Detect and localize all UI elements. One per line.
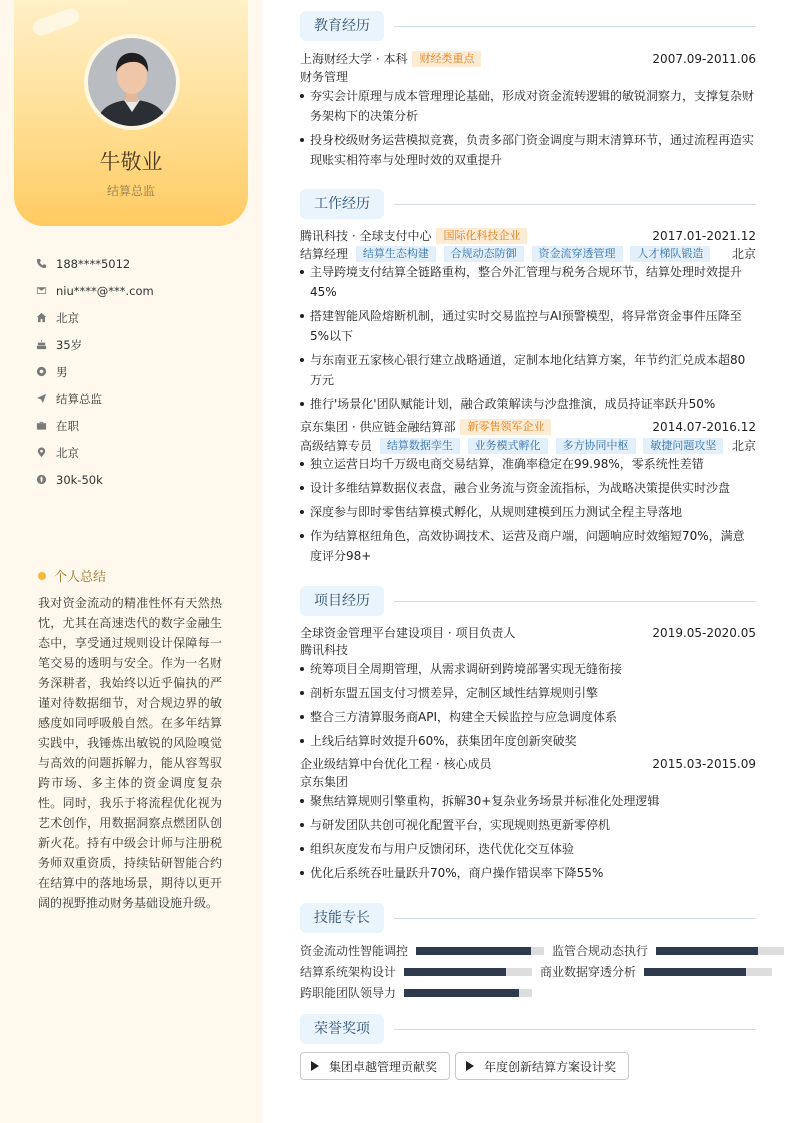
education-major: [300, 68, 756, 86]
list-item: 整合三方清算服务商API，构建全天候监控与应急调度体系: [300, 707, 756, 727]
skill-bar: [404, 989, 532, 997]
section-divider: [394, 1029, 756, 1030]
work-position-row: [300, 437, 756, 455]
section-divider: [394, 26, 756, 27]
project-name: 全球资金管理平台建设项目 · 项目负责人: [300, 626, 516, 640]
skill-name: 结算系统架构设计: [300, 965, 397, 979]
skill-bar-fill: [656, 947, 758, 955]
contact-text: 北京: [56, 445, 79, 460]
profile-header: [14, 0, 248, 226]
list-item: 上线后结算时效提升60%，获集团年度创新突破奖: [300, 731, 756, 751]
skill-item: [540, 963, 772, 980]
list-item: 夯实会计原理与成本管理理论基础，形成对资金流转逻辑的敏锐洞察力，支撑复杂财务架构下的决策分析: [300, 86, 756, 126]
skill-name: 跨职能团队领导力: [300, 986, 397, 1000]
position-name: 结算经理: [300, 247, 349, 261]
summary-text: 我对资金流动的精准性怀有天然热忱，尤其在高速迭代的数字金融生态中，享受通过规则设计保障每一笔交易的透明与安全。作为一名财务深耕者，我始终以近乎偏执的严谨对待数据细节，对合规边界的敏感度如同呼吸般自然。在多年结算实践中，我锤炼出敏锐的风险嗅觉与高效的问题拆解力，能从容驾驭跨市场、多主体的资金调度复杂性。同时，我乐于将流程优化视为艺术创作，用数据洞察点燃团队创新火花。持有中级会计师与注册税务师双重资质，持续钻研智能合约在结算中的落地场景，期待以更开阔的视野推动财务基础设施升级。: [38, 596, 222, 910]
skill-tag: 敏捷问题攻坚: [643, 438, 723, 454]
contact-text: 30k-50k: [56, 472, 103, 487]
skill-name: 资金流动性智能调控: [300, 944, 409, 958]
work-city: 北京: [731, 439, 756, 453]
skill-bar: [404, 968, 532, 976]
contact-list: [36, 250, 246, 493]
project-header: [300, 624, 756, 642]
skill-tag: 人才梯队锻造: [630, 246, 710, 262]
section-divider: [394, 204, 756, 205]
work-period: 2017.01-2021.12: [652, 229, 756, 243]
award-name: 集团卓越管理贡献奖: [329, 1059, 438, 1074]
play-triangle-icon: [311, 1061, 319, 1071]
project-period: 2015.03-2015.09: [652, 757, 756, 771]
award-name: 年度创新结算方案设计奖: [484, 1059, 617, 1074]
section-awards: [300, 1014, 756, 1044]
section-title: 工作经历: [300, 189, 384, 219]
section-work: [300, 189, 756, 219]
list-item: 独立运营日均千万级电商交易结算，准确率稳定在99.98%，零系统性差错: [300, 454, 756, 474]
contact-text: 188****5012: [56, 256, 131, 271]
list-item: 与东南亚五家核心银行建立战略通道，定制本地化结算方案，年节约汇兑成本超80万元: [300, 350, 756, 390]
skill-name: 监管合规动态执行: [552, 944, 649, 958]
briefcase-icon: [36, 420, 56, 432]
gender-icon: [36, 366, 56, 378]
work-header: [300, 227, 756, 245]
contact-phone: [36, 250, 246, 277]
contact-text: 结算总监: [56, 391, 102, 406]
skill-bar-fill: [404, 968, 506, 976]
candidate-title: 结算总监: [106, 184, 155, 198]
company-tag: 新零售领军企业: [460, 419, 551, 435]
project-org: [300, 773, 756, 791]
work-header: [300, 418, 756, 436]
list-item: 深度参与即时零售结算模式孵化，从规则建模到压力测试全程主导落地: [300, 502, 756, 522]
award-item: [300, 1052, 450, 1080]
home-icon: [36, 312, 56, 324]
school-tag: 财经类重点: [412, 51, 481, 67]
contact-text: niu****@***.com: [56, 283, 154, 298]
list-item: 优化后系统吞吐量跃升70%，商户操作错误率下降55%: [300, 863, 756, 883]
skill-row: [300, 961, 790, 982]
position-name: 高级结算专员: [300, 439, 373, 453]
salary-icon: [36, 474, 56, 486]
section-title: 教育经历: [300, 11, 384, 41]
skill-item: [300, 984, 532, 1001]
list-item: 统筹项目全周期管理，从需求调研到跨境部署实现无缝衔接: [300, 659, 756, 679]
project-org-name: 腾讯科技: [300, 643, 349, 657]
contact-text: 男: [56, 364, 68, 379]
avatar-frame: [84, 34, 180, 130]
company-name: 腾讯科技 · 全球支付中心: [300, 229, 432, 243]
skill-tag: 结算生态构建: [356, 246, 436, 262]
project-name: 企业级结算中台优化工程 · 核心成员: [300, 757, 492, 771]
skill-bar-fill: [404, 989, 519, 997]
skill-tag: 业务模式孵化: [468, 438, 548, 454]
play-triangle-icon: [466, 1061, 474, 1071]
contact-position: [36, 385, 246, 412]
list-item: 设计多维结算数据仪表盘，融合业务流与资金流指标，为战略决策提供实时沙盘: [300, 478, 756, 498]
avatar: [88, 38, 176, 126]
bullet-dot-icon: [38, 572, 46, 580]
phone-icon: [36, 258, 56, 270]
work-bullets: [300, 454, 756, 570]
summary-heading-text: 个人总结: [54, 570, 107, 585]
section-title: 技能专长: [300, 903, 384, 933]
skill-row: [300, 940, 790, 961]
cake-icon: [36, 339, 56, 351]
skill-tag: 结算数据孪生: [380, 438, 460, 454]
skill-bar: [416, 947, 544, 955]
skill-row: [300, 982, 790, 1003]
contact-text: 北京: [56, 310, 79, 325]
contact-age: [36, 331, 246, 358]
contact-text: 在职: [56, 418, 79, 433]
summary-heading: [38, 566, 106, 585]
project-period: 2019.05-2020.05: [652, 626, 756, 640]
skill-tag: 资金流穿透管理: [532, 246, 623, 262]
project-header: [300, 755, 756, 773]
work-bullets: [300, 262, 756, 418]
section-title: 项目经历: [300, 586, 384, 616]
candidate-name: 牛敬业: [99, 150, 163, 174]
list-item: 组织灰度发布与用户反馈闭环，迭代优化交互体验: [300, 839, 756, 859]
project-bullets: [300, 791, 756, 887]
project-org-name: 京东集团: [300, 775, 349, 789]
section-education: [300, 11, 756, 41]
sidebar: [0, 0, 262, 1123]
section-divider: [394, 601, 756, 602]
work-city: 北京: [731, 247, 756, 261]
mail-icon: [36, 285, 56, 297]
education-bullets: [300, 86, 756, 174]
skill-item: [552, 942, 784, 959]
list-item: 与研发团队共创可视化配置平台，实现规则热更新零停机: [300, 815, 756, 835]
contact-email: [36, 277, 246, 304]
skill-item: [300, 942, 544, 959]
contact-gender: [36, 358, 246, 385]
decorative-pill: [31, 6, 82, 37]
project-bullets: [300, 659, 756, 755]
skill-list: [300, 940, 790, 1003]
project-org: [300, 641, 756, 659]
list-item: 主导跨境支付结算全链路重构，整合外汇管理与税务合规环节，结算处理时效提升45%: [300, 262, 756, 302]
contact-home: [36, 304, 246, 331]
skill-tag: 合规动态防御: [444, 246, 524, 262]
school-name: 上海财经大学 · 本科: [300, 52, 408, 66]
work-position-row: [300, 245, 756, 263]
skill-bar: [644, 968, 772, 976]
list-item: 投身校级财务运营模拟竞赛，负责多部门资金调度与期末清算环节，通过流程再造实现账实相符率与处理时效的双重提升: [300, 130, 756, 170]
skill-bar-fill: [416, 947, 531, 955]
section-skills: [300, 903, 756, 933]
major-name: 财务管理: [300, 70, 349, 84]
contact-text: 35岁: [56, 337, 83, 352]
work-period: 2014.07-2016.12: [652, 420, 756, 434]
list-item: 聚焦结算规则引擎重构，拆解30+复杂业务场景并标准化处理逻辑: [300, 791, 756, 811]
company-name: 京东集团 · 供应链金融结算部: [300, 420, 456, 434]
list-item: 推行'场景化'团队赋能计划，融合政策解读与沙盘推演，成员持证率跃升50%: [300, 394, 756, 414]
avatar-photo: [88, 38, 176, 126]
send-icon: [36, 393, 56, 405]
section-divider: [394, 918, 756, 919]
section-projects: [300, 586, 756, 616]
education-header: [300, 50, 756, 68]
skill-bar: [656, 947, 784, 955]
contact-salary: [36, 466, 246, 493]
skill-tag: 多方协同中枢: [556, 438, 636, 454]
education-period: 2007.09-2011.06: [652, 52, 756, 66]
section-title: 荣誉奖项: [300, 1014, 384, 1044]
contact-city: [36, 439, 246, 466]
skill-item: [300, 963, 532, 980]
skill-name: 商业数据穿透分析: [540, 965, 637, 979]
award-item: [455, 1052, 629, 1080]
list-item: 搭建智能风险熔断机制，通过实时交易监控与AI预警模型，将异常资金事件压降至5%以下: [300, 306, 756, 346]
location-pin-icon: [36, 447, 56, 459]
award-list: [300, 1052, 634, 1080]
skill-bar-fill: [644, 968, 746, 976]
company-tag: 国际化科技企业: [436, 228, 527, 244]
list-item: 作为结算枢纽角色，高效协调技术、运营及商户端，问题响应时效缩短70%，满意度评分98+: [300, 526, 756, 566]
contact-status: [36, 412, 246, 439]
list-item: 剖析东盟五国支付习惯差异，定制区域性结算规则引擎: [300, 683, 756, 703]
